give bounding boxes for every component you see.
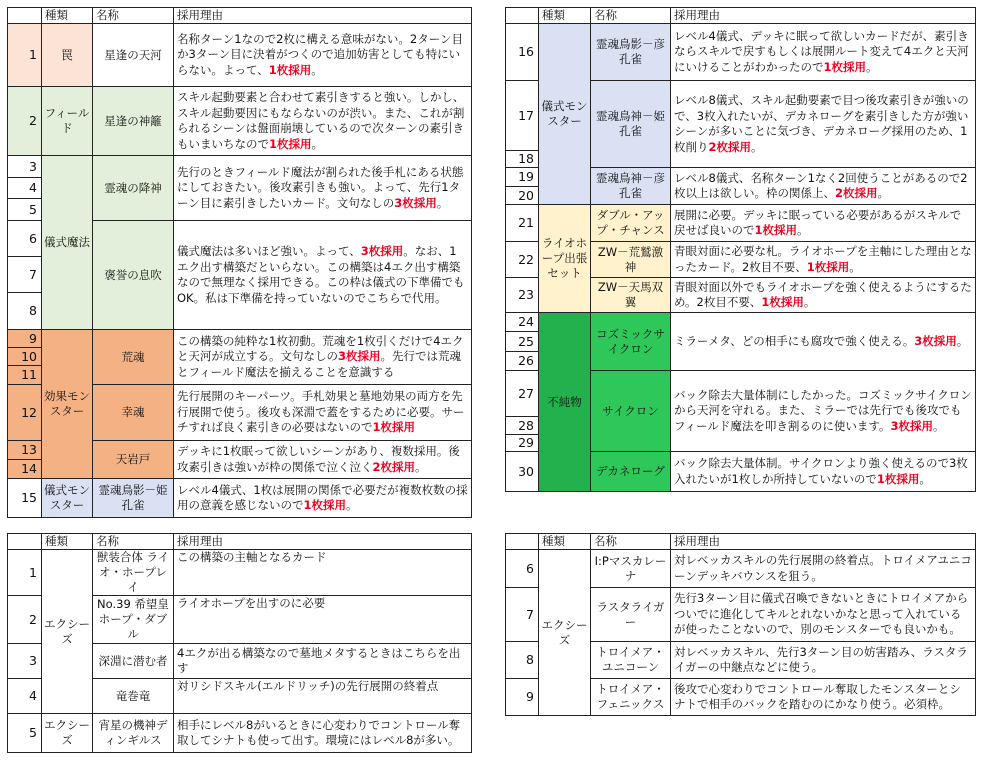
- header-name: 名称: [591, 534, 671, 550]
- row-number: 8: [8, 293, 42, 330]
- table-main-deck-2: [505, 7, 976, 492]
- card-type: 効果モンスター: [42, 330, 93, 479]
- header-name: 名称: [93, 8, 174, 24]
- adoption-reason: 対リシドスキル(エルドリッチ)の先行展開の終着点: [174, 679, 472, 714]
- card-name: トロイメア・ユニコーン: [591, 642, 671, 679]
- card-type: ライオホープ出張セット: [539, 205, 591, 313]
- card-name: 宵星の機神ディンギルス: [93, 714, 174, 753]
- card-name: 深淵に潜む者: [93, 644, 174, 679]
- adoption-reason: 青眼対面に必要な札。ライオホープを主軸にした理由となったカード。2枚目不要、1枚採用。: [671, 242, 976, 278]
- adoption-reason: レベル8儀式、スキル起動要素で目つ後攻素引きが強いので、3枚入れたいが、デカネローグを素引きした方が強いシーンが多いことに気づき、デカネローグ採用のため、1枚削り2枚採用。: [671, 81, 976, 168]
- copy-count: 1枚採用: [876, 471, 920, 486]
- row-number: 8: [506, 642, 539, 679]
- adoption-reason: 展開に必要。デッキに眠っている必要があるがスキルで戻せば良いので1枚採用。: [671, 205, 976, 242]
- row-number: 6: [8, 221, 42, 257]
- row-number: 3: [8, 156, 42, 178]
- table-extra-deck-2: [505, 533, 976, 716]
- row-number: 25: [506, 332, 539, 352]
- row-number: 23: [506, 278, 539, 313]
- adoption-reason: バック除去大量体制にしたかった。コズミックサイクロンから天河を守れる。また、ミラーでは先行でも後攻でもフィールド魔法を叩き割るのに使います。3枚採用。: [671, 371, 976, 452]
- card-name: ZW－荒鷲激神: [591, 242, 671, 278]
- card-type: エクシーズ: [42, 714, 93, 753]
- row-number: 10: [8, 348, 42, 366]
- adoption-reason: 先行のときフィールド魔法が割られた後手札にある状態にしておきたい。後攻素引きも強い。よって、先行1ターン目に素引きしたいカード。文句なしの3枚採用。: [174, 156, 472, 221]
- row-number: 5: [8, 714, 42, 753]
- adoption-reason: この構築の主軸となるカード: [174, 550, 472, 596]
- adoption-reason: バック除去大量体制。サイクロンより強く使えるので3枚入れたいが1枚しか所持していないので1枚採用。: [671, 452, 976, 492]
- row-number: 9: [506, 679, 539, 716]
- adoption-reason: この構築の純粋な1枚初動。荒魂を1枚引くだけで4エクと天河が成立する。文句なしの3枚採用。先行では荒魂とフィールド魔法を揃えることを意識する: [174, 330, 472, 385]
- header-type: 種類: [539, 8, 591, 24]
- adoption-reason: 相手にレベル8がいるときに心変わりでコントロール奪取してシナトも使って出す。環境にはレベル8が多い。: [174, 714, 472, 753]
- header-reason: 採用理由: [174, 8, 472, 24]
- row-number: 18: [506, 151, 539, 168]
- card-name: 霊魂鳥神－姫孔雀: [591, 81, 671, 168]
- card-name: 霊魂鳥影－彦孔雀: [591, 24, 671, 81]
- header-name: 名称: [591, 8, 671, 24]
- copy-count: 2枚採用: [708, 139, 752, 154]
- row-number: 21: [506, 205, 539, 242]
- header-type: 種類: [42, 8, 93, 24]
- copy-count: 3枚採用: [360, 244, 404, 258]
- row-number: 22: [506, 242, 539, 278]
- copy-count: 1枚採用: [806, 259, 850, 274]
- row-number: 2: [8, 87, 42, 156]
- card-name: 褒誉の息吹: [93, 221, 174, 330]
- header-reason: 採用理由: [671, 8, 976, 24]
- row-number: 9: [8, 330, 42, 348]
- adoption-reason: 4エクが出る構築なので墓地メタするときはこちらを出す: [174, 644, 472, 679]
- table-main-deck-1: [7, 7, 472, 518]
- row-number: 28: [506, 417, 539, 435]
- row-number: 13: [8, 441, 42, 460]
- row-number: 7: [8, 257, 42, 293]
- copy-count: 1枚採用: [303, 498, 347, 512]
- row-number: 27: [506, 371, 539, 417]
- row-number: 29: [506, 435, 539, 452]
- row-number: 26: [506, 352, 539, 371]
- adoption-reason: 後攻で心変わりでコントロール奪取したモンスターとシナトで相手のバックを踏むのにかなり使う。必須枠。: [671, 679, 976, 716]
- adoption-reason: ライオホープを出すのに必要: [174, 596, 472, 644]
- adoption-reason: スキル起動要素と合わせて素引きすると強い。しかし、スキル起動要因にもならないのが渋い。また、これが割られるシーンは盤面崩壊しているので次ターンの素引きもいまいちなので1枚採用。: [174, 87, 472, 156]
- card-name: ラスタライガー: [591, 588, 671, 642]
- header-name: 名称: [93, 534, 174, 550]
- copy-count: 1枚採用: [823, 59, 867, 74]
- adoption-reason: 青眼対面以外でもライオホープを強く使えるようにするため。2枚目不要、1枚採用。: [671, 278, 976, 313]
- copy-count: 3枚採用: [394, 195, 437, 210]
- card-name: ZW－天馬双翼: [591, 278, 671, 313]
- card-name: トロイメア・フェニックス: [591, 679, 671, 716]
- card-name: I:Pマスカレーナ: [591, 550, 671, 588]
- card-name: 霊魂鳥神－彦孔雀: [591, 168, 671, 205]
- card-name: 竜巻竜: [93, 679, 174, 714]
- card-name: ダブル・アップ・チャンス: [591, 205, 671, 242]
- card-type: 不純物: [539, 313, 591, 492]
- adoption-reason: 対レベッカスキル、先行3ターン目の妨害踏み、ラスタライガーの中継点などに使う。: [671, 642, 976, 679]
- row-number: 6: [506, 550, 539, 588]
- card-name: 霊魂鳥影－姫孔雀: [93, 479, 174, 518]
- adoption-reason: ミラーメタ、どの相手にも腐攻で強く使える。3枚採用。: [671, 313, 976, 371]
- card-type: 儀式魔法: [42, 156, 93, 330]
- adoption-reason: 先行展開のキーパーツ。手札効果と墓地効果の両方を先行展開で使う。後攻も深淵で蓋をするために必要。サーチすれば良く素引きの必要はないので1枚採用: [174, 385, 472, 441]
- card-type: エクシーズ: [42, 550, 93, 714]
- copy-count: 1枚採用: [372, 420, 416, 435]
- card-name: コズミックサイクロン: [591, 313, 671, 371]
- copy-count: 1枚採用: [268, 62, 312, 77]
- row-number: 19: [506, 168, 539, 187]
- row-number: 1: [8, 24, 42, 87]
- card-type: フィールド: [42, 87, 93, 156]
- adoption-reason: レベル8儀式、名称ターン1なく2回使うことがあるので2枚以上は欲しい。枠の関係上、2枚採用。: [671, 168, 976, 205]
- adoption-reason: 名称ターン1なので2枚に構える意味がない。2ターン目か3ターン目に決着がつくので追加妨害としても特にいらない。よって、1枚採用。: [174, 24, 472, 87]
- row-number: 1: [8, 550, 42, 596]
- copy-count: 1枚採用: [761, 295, 804, 309]
- row-number: 17: [506, 81, 539, 151]
- card-name: No.39 希望皇ホープ・ダブル: [93, 596, 174, 644]
- card-name: 星逢の神籬: [93, 87, 174, 156]
- header-reason: 採用理由: [671, 534, 976, 550]
- copy-count: 3枚採用: [890, 418, 933, 433]
- row-number: 3: [8, 644, 42, 679]
- card-type: 罠: [42, 24, 93, 87]
- row-number: 5: [8, 199, 42, 221]
- adoption-reason: 対レベッカスキルの先行展開の終着点。トロイメアユニコーンデッキバウンスを狙う。: [671, 550, 976, 588]
- copy-count: 2枚採用: [372, 459, 416, 474]
- adoption-reason: 儀式魔法は多いほど強い。よって、3枚採用。なお、1エク出す構築だといらない。この構築は4エク出す構築なので無理なく採用できる。この枠は儀式の下準備でもOK。私は下準備を持っていないのでこちらで代用。: [174, 221, 472, 330]
- card-type: 儀式モンスター: [42, 479, 93, 518]
- card-type: 儀式モンスター: [539, 24, 591, 205]
- copy-count: 3枚採用: [338, 349, 381, 364]
- row-number: 20: [506, 187, 539, 205]
- row-number: 4: [8, 679, 42, 714]
- copy-count: 1枚採用: [754, 223, 798, 237]
- adoption-reason: 先行3ターン目に儀式召喚できないときにトロイメアからついでに進化してキルとれないかなと思って入れているが使ったことないので、別のモンスターでも良いかも。: [671, 588, 976, 642]
- row-number: 24: [506, 313, 539, 332]
- adoption-reason: レベル4儀式、デッキに眠って欲しいカードだが、素引きならスキルで戻すもしくは展開ルート変えて4エクと天河にいけることがわかったので1枚採用。: [671, 24, 976, 81]
- table-extra-deck-1: [7, 533, 472, 753]
- card-name: サイクロン: [591, 371, 671, 452]
- row-number: 16: [506, 24, 539, 81]
- row-number: 2: [8, 596, 42, 644]
- card-name: 荒魂: [93, 330, 174, 385]
- card-name: 星逢の天河: [93, 24, 174, 87]
- card-name: 幸魂: [93, 385, 174, 441]
- row-number: 12: [8, 385, 42, 441]
- row-number: 7: [506, 588, 539, 642]
- header-type: 種類: [42, 534, 93, 550]
- row-number: 14: [8, 460, 42, 479]
- row-number: 11: [8, 366, 42, 385]
- header-type: 種類: [539, 534, 591, 550]
- copy-count: 3枚採用: [914, 333, 957, 348]
- copy-count: 2枚採用: [835, 186, 878, 200]
- adoption-reason: デッキに1枚眠って欲しいシーンがあり、複数採用。後攻素引きは強いが枠の関係で泣く泣く2枚採用。: [174, 441, 472, 479]
- row-number: 15: [8, 479, 42, 518]
- row-number: 4: [8, 178, 42, 199]
- card-name: 天岩戸: [93, 441, 174, 479]
- header-reason: 採用理由: [174, 534, 472, 550]
- copy-count: 1枚採用: [269, 136, 312, 151]
- adoption-reason: レベル4儀式、1枚は展開の関係で必要だが複数枚数の採用の意義を感じないので1枚採用。: [174, 479, 472, 518]
- row-number: 30: [506, 452, 539, 492]
- card-type: エクシーズ: [539, 550, 591, 716]
- card-name: 獣装合体 ライオ・ホープレイ: [93, 550, 174, 596]
- card-name: デカネローグ: [591, 452, 671, 492]
- card-name: 霊魂の降神: [93, 156, 174, 221]
